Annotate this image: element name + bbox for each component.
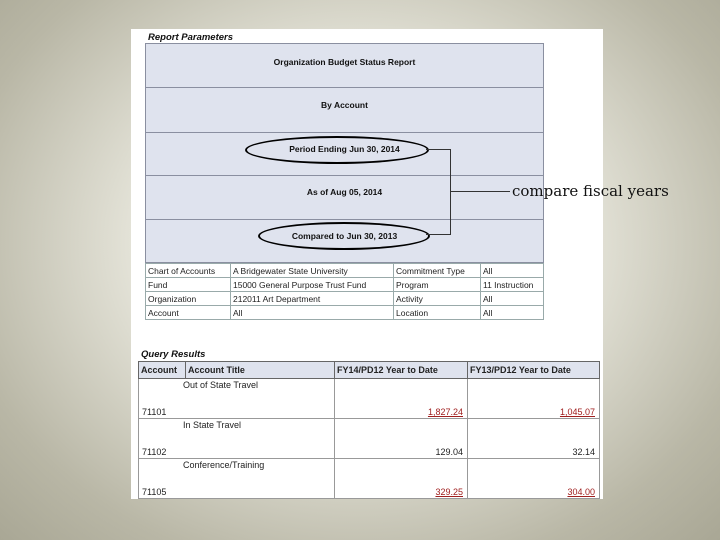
param-value: All [481, 306, 544, 320]
table-row [146, 292, 544, 306]
param-value: All [481, 264, 544, 278]
param-value: 11 Instruction [481, 278, 544, 292]
param-value: 15000 General Purpose Trust Fund [231, 278, 394, 292]
column-header-fy14[interactable]: FY14/PD12 Year to Date [335, 362, 468, 379]
report-parameters-heading: Report Parameters [148, 32, 234, 43]
table-row [139, 419, 600, 459]
callout-label: compare fiscal years [512, 182, 669, 200]
account-title: In State Travel [183, 420, 242, 430]
param-label: Location [394, 306, 481, 320]
query-results-heading: Query Results [141, 349, 206, 360]
account-number: 71101 [142, 407, 167, 417]
table-row [146, 264, 544, 278]
bracket-line-top [426, 149, 451, 150]
param-label: Commitment Type [394, 264, 481, 278]
account-number: 71102 [142, 447, 167, 457]
fy13-amount-link[interactable]: 1,045.07 [559, 407, 595, 417]
column-header-account[interactable]: Account [139, 362, 186, 379]
param-label: Account [146, 306, 231, 320]
param-value: All [481, 292, 544, 306]
fy14-amount-link[interactable]: 329.25 [435, 487, 463, 497]
bracket-line-bottom [426, 234, 451, 235]
fy14-amount-link[interactable]: 1,827.24 [427, 407, 463, 417]
column-header-account-title[interactable]: Account Title [186, 362, 335, 379]
fy13-amount-link[interactable]: 304.00 [567, 487, 595, 497]
table-row [139, 379, 600, 419]
bracket-line-callout [450, 191, 510, 192]
column-header-fy13[interactable]: FY13/PD12 Year to Date [468, 362, 600, 379]
report-title: Organization Budget Status Report [273, 57, 416, 67]
table-row [139, 459, 600, 499]
highlight-oval-period-ending [245, 136, 429, 164]
param-value: 212011 Art Department [231, 292, 394, 306]
account-title: Out of State Travel [183, 380, 259, 390]
account-title: Conference/Training [183, 460, 265, 470]
param-label: Program [394, 278, 481, 292]
param-label: Organization [146, 292, 231, 306]
query-results-table [138, 361, 600, 499]
as-of-date: As of Aug 05, 2014 [306, 187, 383, 197]
fy13-amount: 32.14 [572, 447, 595, 457]
highlight-oval-compared-to [258, 222, 430, 250]
param-label: Activity [394, 292, 481, 306]
compared-to: Compared to Jun 30, 2013 [291, 231, 398, 241]
bracket-line-vertical [450, 149, 451, 235]
parameters-table [145, 263, 544, 320]
table-header-row [139, 362, 600, 379]
param-value: A Bridgewater State University [231, 264, 394, 278]
param-label: Fund [146, 278, 231, 292]
table-row [146, 278, 544, 292]
period-ending: Period Ending Jun 30, 2014 [289, 144, 400, 154]
param-value: All [231, 306, 394, 320]
fy14-amount: 129.04 [435, 447, 463, 457]
account-number: 71105 [142, 487, 167, 497]
table-row [146, 306, 544, 320]
param-label: Chart of Accounts [146, 264, 231, 278]
report-by-account: By Account [321, 100, 368, 110]
